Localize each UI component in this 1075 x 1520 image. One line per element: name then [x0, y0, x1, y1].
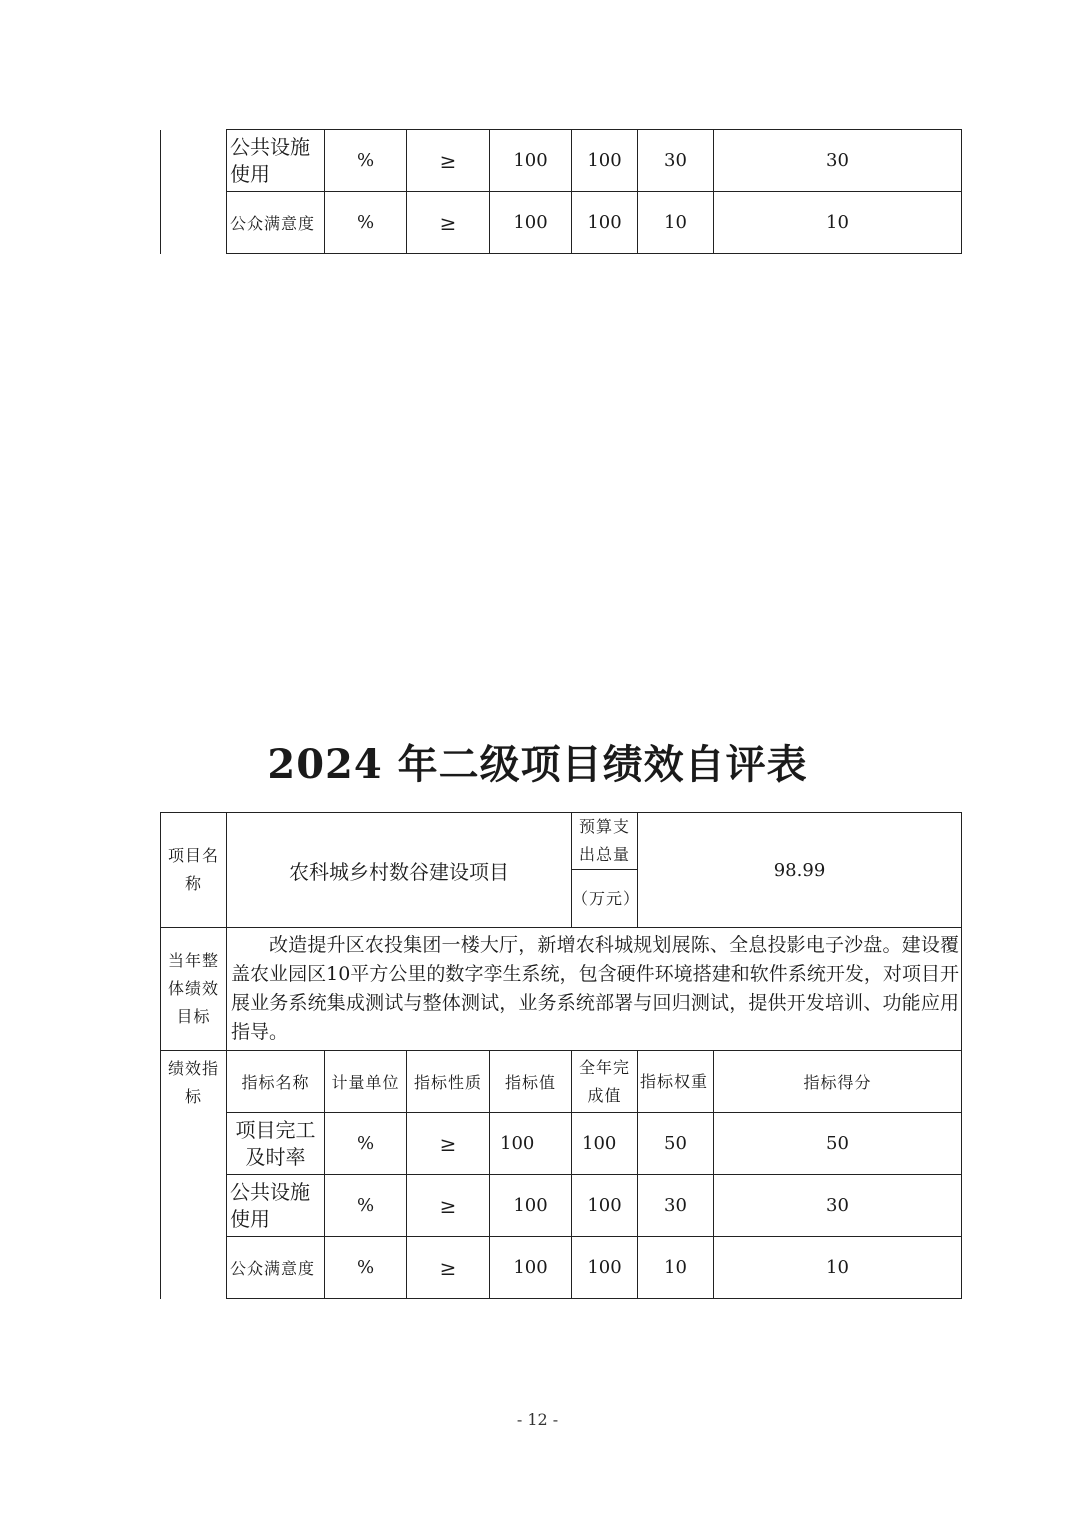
project-row: [161, 813, 962, 870]
indicator-target: 100: [490, 192, 572, 254]
indicator-target: 100: [490, 1113, 572, 1175]
indicator-target: 100: [490, 1175, 572, 1237]
indicator-unit: %: [325, 1175, 407, 1237]
indicator-side-column: [161, 130, 227, 254]
page-number: - 12 -: [516, 1410, 559, 1429]
indicator-unit: %: [325, 1113, 407, 1175]
table-row: [161, 130, 962, 192]
indicator-nature: ≥: [407, 130, 490, 192]
indicator-header-row: [161, 1051, 962, 1113]
indicator-target: 100: [490, 1237, 572, 1299]
indicator-weight: 30: [638, 1175, 714, 1237]
indicator-actual: 100: [572, 192, 638, 254]
indicator-score: 50: [714, 1113, 962, 1175]
indicator-score: 10: [714, 1237, 962, 1299]
project-name-label: 项目名称: [161, 813, 227, 928]
indicator-nature: ≥: [407, 1175, 490, 1237]
header-score: 指标得分: [714, 1051, 962, 1113]
header-target: 指标值: [490, 1051, 572, 1113]
indicator-name: 公众满意度: [227, 1237, 325, 1299]
indicator-label: 绩效指标: [161, 1051, 227, 1299]
indicator-name: 公共设施使用: [227, 1175, 325, 1237]
header-actual: 全年完成值: [572, 1051, 638, 1113]
indicator-score: 10: [714, 192, 962, 254]
continued-indicator-table: [160, 129, 962, 254]
indicator-name: 项目完工及时率: [227, 1113, 325, 1175]
table-row: [161, 1237, 962, 1299]
header-unit: 计量单位: [325, 1051, 407, 1113]
table-row: [161, 1113, 962, 1175]
goal-row: [161, 928, 962, 1051]
indicator-target: 100: [490, 130, 572, 192]
budget-unit: （万元）: [572, 870, 638, 928]
indicator-name: 公众满意度: [227, 192, 325, 254]
indicator-weight: 10: [638, 1237, 714, 1299]
indicator-weight: 50: [638, 1113, 714, 1175]
indicator-score: 30: [714, 130, 962, 192]
project-name: 农科城乡村数谷建设项目: [227, 813, 572, 928]
indicator-unit: %: [325, 130, 407, 192]
indicator-actual: 100: [572, 1175, 638, 1237]
goal-text: 改造提升区农投集团一楼大厅，新增农科城规划展陈、全息投影电子沙盘。建设覆盖农业园区10平方公里的数字孪生系统，包含硬件环境搭建和软件系统开发，对项目开展业务系统集成测试与整体测试，业务系统部署与回归测试，提供开发培训、功能应用指导。: [231, 934, 959, 1043]
page-title: 2024 年二级项目绩效自评表: [267, 741, 808, 788]
indicator-nature: ≥: [407, 192, 490, 254]
indicator-weight: 10: [638, 192, 714, 254]
goal-label: 当年整体绩效目标: [161, 928, 227, 1051]
indicator-nature: ≥: [407, 1113, 490, 1175]
indicator-nature: ≥: [407, 1237, 490, 1299]
indicator-score: 30: [714, 1175, 962, 1237]
budget-label: 预算支出总量: [572, 813, 638, 870]
indicator-actual: 100: [572, 1113, 638, 1175]
header-name: 指标名称: [227, 1051, 325, 1113]
indicator-unit: %: [325, 1237, 407, 1299]
header-weight: 指标权重: [638, 1051, 714, 1113]
indicator-actual: 100: [572, 1237, 638, 1299]
table-row: [161, 192, 962, 254]
indicator-actual: 100: [572, 130, 638, 192]
header-nature: 指标性质: [407, 1051, 490, 1113]
table-row: [161, 1175, 962, 1237]
budget-value: 98.99: [638, 813, 962, 928]
indicator-name: 公共设施使用: [227, 130, 325, 192]
evaluation-table: [160, 812, 962, 1299]
indicator-unit: %: [325, 192, 407, 254]
indicator-weight: 30: [638, 130, 714, 192]
goal-text-cell: [227, 928, 962, 1051]
